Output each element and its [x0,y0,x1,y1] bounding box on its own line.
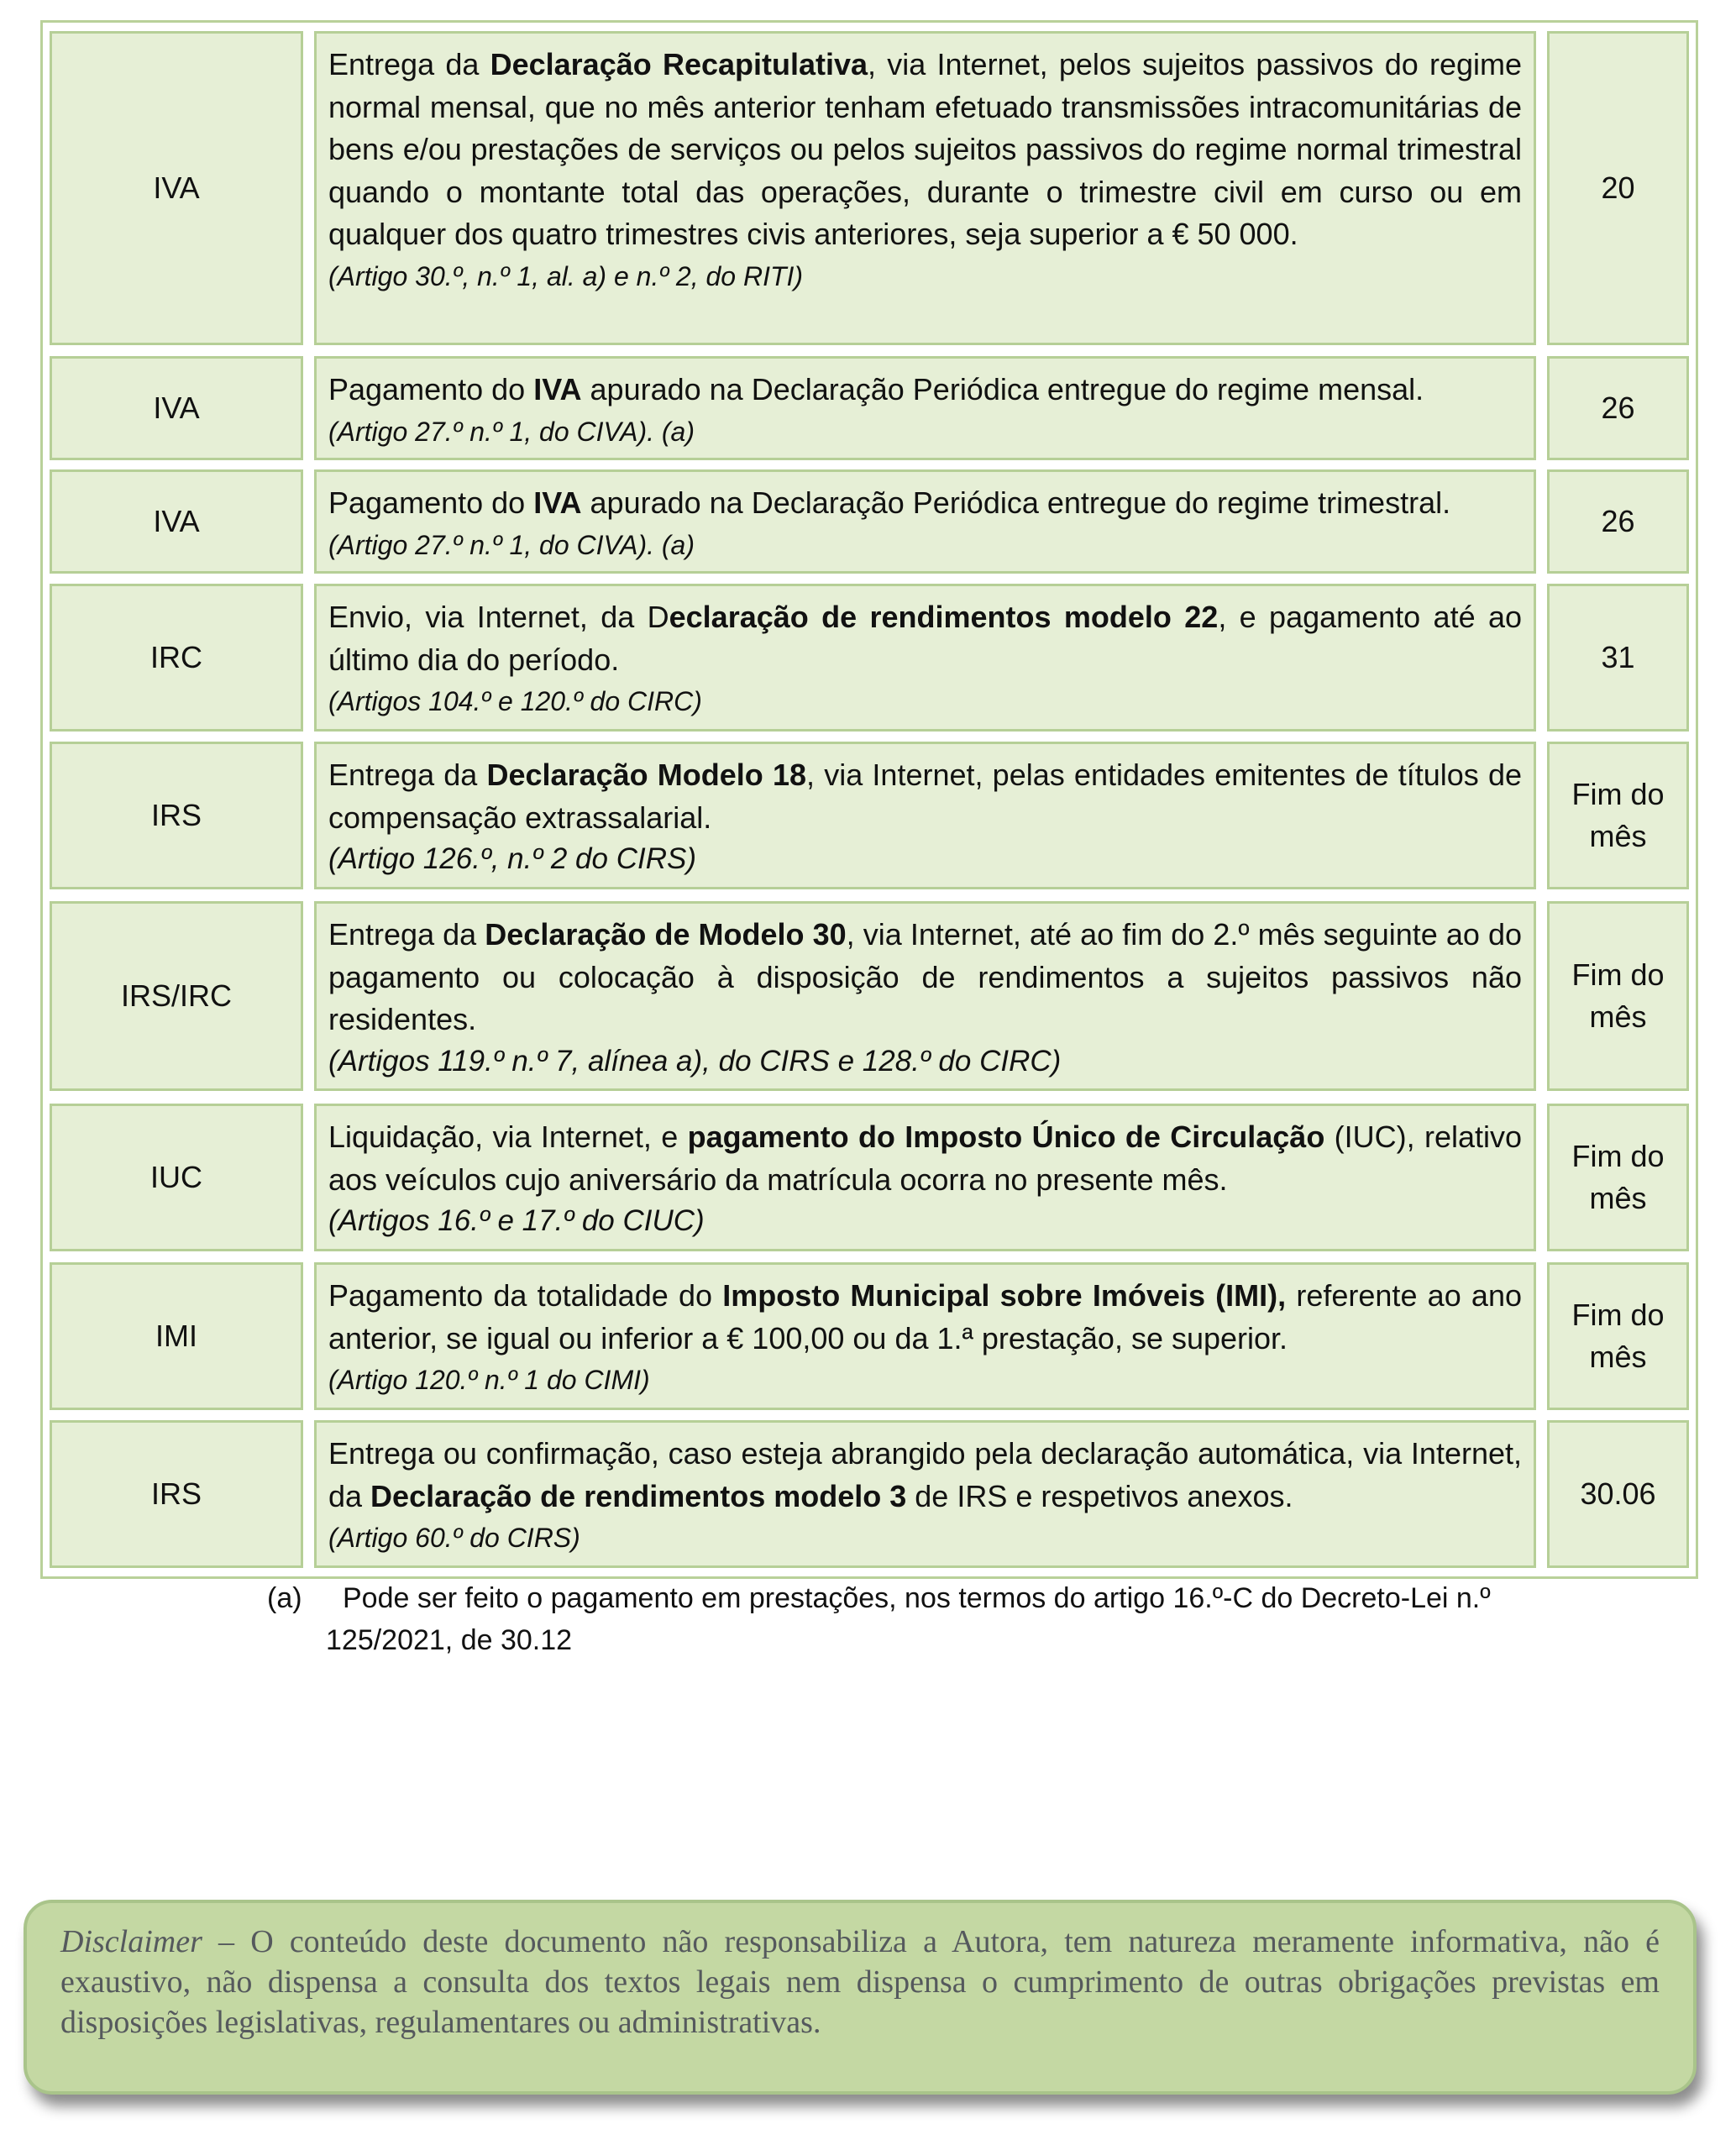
table-row [50,1104,1689,1251]
description-text: Entrega da Declaração de Modelo 30, via Internet, até ao fim do 2.º mês seguinte ao do pagamento ou colocação à disposição de rendimentos a sujeitos passivos não residentes. [328,917,1523,1036]
tax-cell: IVA [50,356,303,460]
tax-cell: IVA [50,469,303,574]
tax-cell: IRS [50,1420,303,1568]
disclaimer-label: Disclaimer [60,1924,202,1959]
deadline-cell: 26 [1547,469,1689,574]
tax-cell: IRS/IRC [50,901,303,1091]
description-text: Pagamento do IVA apurado na Declaração Periódica entregue do regime mensal. [328,372,1424,406]
deadline-cell: Fim do mês [1547,742,1689,889]
description-cell [314,1104,1536,1251]
table-row [50,469,1689,574]
tax-cell: IRC [50,584,303,732]
deadline-cell: Fim do mês [1547,1104,1689,1251]
table-row [50,1420,1689,1568]
table-row [50,1262,1689,1410]
legal-reference: (Artigo 30.º, n.º 1, al. a) e n.º 2, do RITI) [328,260,804,291]
description-cell [314,742,1536,889]
legal-reference: (Artigos 16.º e 17.º do CIUC) [328,1204,705,1237]
description-text: Liquidação, via Internet, e pagamento do Imposto Único de Circulação (IUC), relativo aos veículos cujo aniversário da matrícula ocorra no presente mês. [328,1120,1523,1197]
legal-reference: (Artigo 60.º do CIRS) [328,1523,580,1553]
deadline-cell: 26 [1547,356,1689,460]
footnote-text: Pode ser feito o pagamento em prestações, nos termos do artigo 16.º-C do Decreto-Lei n.º [343,1582,1491,1614]
footnote-text-continued: 125/2021, de 30.12 [326,1624,573,1656]
disclaimer-box [24,1900,1697,2095]
description-cell [314,356,1536,460]
tax-cell: IUC [50,1104,303,1251]
deadline-cell: Fim do mês [1547,1262,1689,1410]
legal-reference: (Artigo 126.º, n.º 2 do CIRS) [328,842,696,875]
description-text: Pagamento da totalidade do Imposto Municipal sobre Imóveis (IMI), referente ao ano anterior, se igual ou inferior a € 100,00 ou da 1.ª prestação, se superior. [328,1278,1522,1356]
deadline-cell: Fim do mês [1547,901,1689,1091]
description-text: Envio, via Internet, da Declaração de rendimentos modelo 22, e pagamento até ao último dia do período. [328,600,1522,677]
obligations-table [40,20,1698,1579]
deadline-cell: 30.06 [1547,1420,1689,1568]
deadline-cell: 20 [1547,31,1689,345]
footnote-marker: (a) [267,1582,302,1614]
description-cell [314,1420,1536,1568]
description-cell [314,584,1536,732]
description-text: Entrega ou confirmação, caso esteja abrangido pela declaração automática, via Internet, da Declaração de rendimentos modelo 3 de IRS e respetivos anexos. [328,1436,1522,1513]
table-row [50,31,1689,345]
legal-reference: (Artigos 104.º e 120.º do CIRC) [328,686,702,716]
legal-reference: (Artigos 119.º n.º 7, alínea a), do CIRS e 128.º do CIRC) [328,1044,1062,1078]
table-row [50,356,1689,460]
tax-cell: IMI [50,1262,303,1410]
disclaimer-text: – O conteúdo deste documento não responsabiliza a Autora, tem natureza meramente informativa, não é exaustivo, não dispensa a consulta dos textos legais nem dispensa o cumprimento de outras obrigações previstas em disposições legislativas, regulamentares ou administrativas. [60,1924,1660,2040]
deadline-cell: 31 [1547,584,1689,732]
tax-cell: IRS [50,742,303,889]
legal-reference: (Artigo 27.º n.º 1, do CIVA). (a) [328,529,695,560]
table-row [50,901,1689,1091]
description-cell [314,31,1536,345]
table-row [50,742,1689,889]
description-text: Entrega da Declaração Recapitulativa, via Internet, pelos sujeitos passivos do regime normal mensal, que no mês anterior tenham efetuado transmissões intracomunitárias de bens e/ou prestações de serviços ou pelos sujeitos passivos do regime normal trimestral quando o montante total das operações, durante o trimestre civil em curso ou em qualquer dos quatro trimestres civis anteriores, seja superior a € 50 000. [328,47,1522,251]
description-cell [314,469,1536,574]
legal-reference: (Artigo 120.º n.º 1 do CIMI) [328,1365,650,1395]
tax-cell: IVA [50,31,303,345]
description-text: Pagamento do IVA apurado na Declaração Periódica entregue do regime trimestral. [328,485,1451,520]
table-row [50,584,1689,732]
description-cell [314,1262,1536,1410]
footnote [267,1577,1544,1661]
description-cell [314,901,1536,1091]
legal-reference: (Artigo 27.º n.º 1, do CIVA). (a) [328,416,695,447]
description-text: Entrega da Declaração Modelo 18, via Internet, pelas entidades emitentes de títulos de compensação extrassalarial. [328,758,1522,835]
